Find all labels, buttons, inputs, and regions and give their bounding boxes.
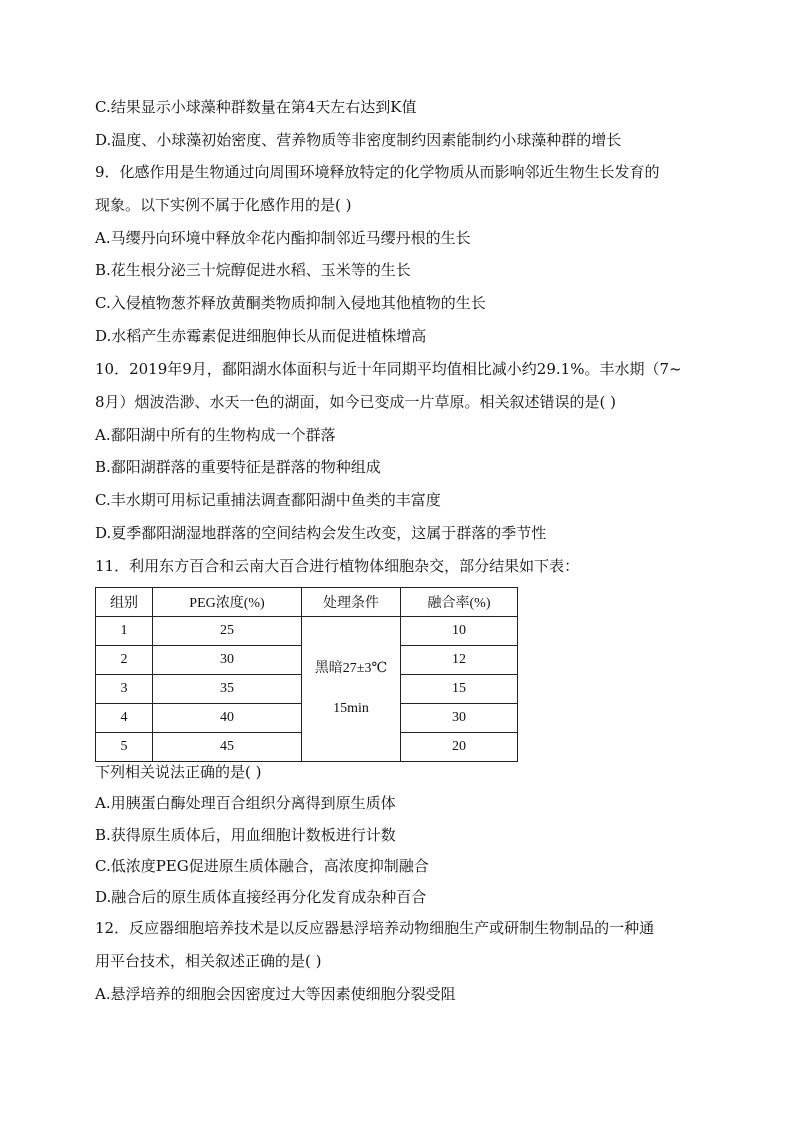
- q12-stem-line2: 用平台技术，相关叙述正确的是( ): [95, 952, 322, 970]
- q11-prompt: 下列相关说法正确的是( ): [95, 763, 262, 781]
- q10-option-b: B.鄱阳湖群落的重要特征是群落的物种组成: [95, 458, 381, 476]
- q8-option-d: D.温度、小球藻初始密度、营养物质等非密度制约因素能制约小球藻种群的增长: [95, 131, 622, 149]
- q9-option-b: B.花生根分泌三十烷醇促进水稻、玉米等的生长: [95, 261, 411, 279]
- rate-cell: 30: [401, 704, 518, 733]
- q11-option-a: A.用胰蛋白酶处理百合组织分离得到原生质体: [95, 794, 396, 812]
- group-cell: 2: [96, 646, 153, 675]
- q11-stem: 11．利用东方百合和云南大百合进行植物体细胞杂交，部分结果如下表：: [95, 557, 580, 575]
- header-group: 组别: [96, 588, 153, 617]
- peg-cell: 40: [153, 704, 302, 733]
- q11-option-b: B.获得原生质体后，用血细胞计数板进行计数: [95, 826, 396, 844]
- q9-option-c: C.入侵植物葱芥释放黄酮类物质抑制入侵地其他植物的生长: [95, 294, 486, 312]
- q10-option-a: A.鄱阳湖中所有的生物构成一个群落: [95, 426, 336, 444]
- header-peg: PEG浓度(%): [153, 588, 302, 617]
- q9-option-a: A.马缨丹向环境中释放伞花内酯抑制邻近马缨丹根的生长: [95, 229, 471, 247]
- peg-cell: 45: [153, 733, 302, 762]
- table-header-row: [96, 588, 518, 617]
- q10-stem-line1: 10．2019年9月，鄱阳湖水体面积与近十年同期平均值相比减小约29.1%。丰水期（7~: [95, 360, 682, 378]
- condition-cell: [302, 617, 401, 762]
- q11-option-c: C.低浓度PEG促进原生质体融合，高浓度抑制融合: [95, 857, 429, 875]
- header-condition: 处理条件: [302, 588, 401, 617]
- peg-fusion-table: [95, 587, 518, 762]
- rate-cell: 20: [401, 733, 518, 762]
- q10-option-d: D.夏季鄱阳湖湿地群落的空间结构会发生改变，这属于群落的季节性: [95, 524, 547, 542]
- group-cell: 1: [96, 617, 153, 646]
- condition-temperature: 黑暗27±3℃: [314, 661, 388, 676]
- condition-duration: 15min: [333, 701, 369, 716]
- q10-option-c: C.丰水期可用标记重捕法调查鄱阳湖中鱼类的丰富度: [95, 491, 441, 509]
- q8-option-c: C.结果显示小球藻种群数量在第4天左右达到K值: [95, 98, 417, 116]
- peg-cell: 35: [153, 675, 302, 704]
- peg-cell: 25: [153, 617, 302, 646]
- rate-cell: 15: [401, 675, 518, 704]
- q11-option-d: D.融合后的原生质体直接经再分化发育成杂种百合: [95, 888, 427, 906]
- q12-option-a: A.悬浮培养的细胞会因密度过大等因素使细胞分裂受阻: [95, 985, 456, 1003]
- q9-option-d: D.水稻产生赤霉素促进细胞伸长从而促进植株增高: [95, 327, 427, 345]
- group-cell: 3: [96, 675, 153, 704]
- q9-stem-line1: 9．化感作用是生物通过向周围环境释放特定的化学物质从而影响邻近生物生长发育的: [95, 163, 660, 181]
- rate-cell: 12: [401, 646, 518, 675]
- table-row: [96, 617, 518, 646]
- peg-cell: 30: [153, 646, 302, 675]
- group-cell: 5: [96, 733, 153, 762]
- q12-stem-line1: 12．反应器细胞培养技术是以反应器悬浮培养动物细胞生产或研制生物制品的一种通: [95, 919, 655, 937]
- q10-stem-line2: 8月）烟波浩渺、水天一色的湖面，如今已变成一片草原。相关叙述错误的是( ): [95, 393, 617, 411]
- header-rate: 融合率(%): [401, 588, 518, 617]
- rate-cell: 10: [401, 617, 518, 646]
- q9-stem-line2: 现象。以下实例不属于化感作用的是( ): [95, 196, 352, 214]
- group-cell: 4: [96, 704, 153, 733]
